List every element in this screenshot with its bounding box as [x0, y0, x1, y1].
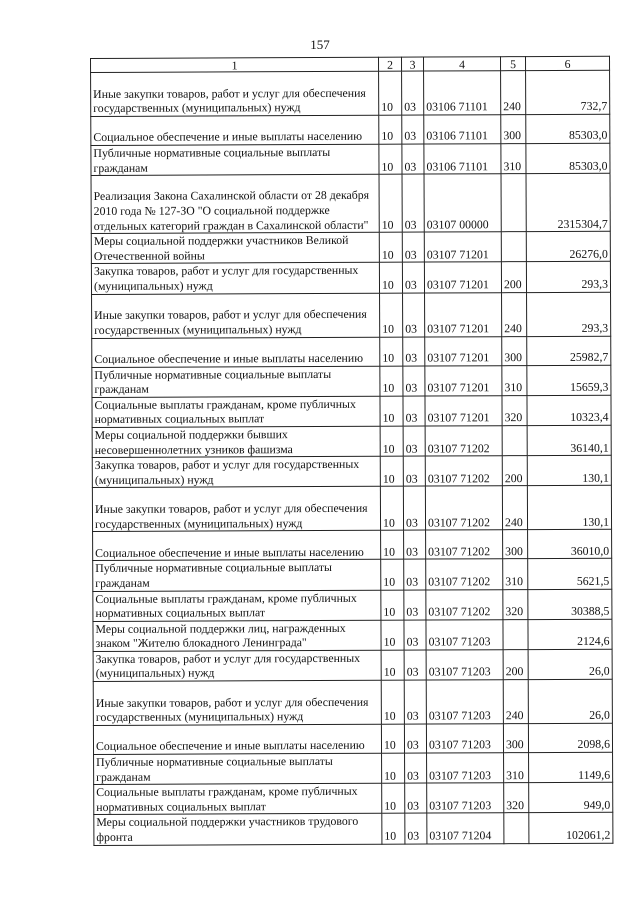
section-cell: 10: [381, 724, 404, 753]
amount-cell: 130,1: [527, 486, 611, 530]
subsection-cell: 03: [402, 262, 424, 292]
table-row: [93, 723, 612, 754]
amount-cell: 25982,7: [527, 336, 611, 365]
row-name-cell: Публичные нормативные социальные выплаты гражданам: [94, 753, 382, 784]
section-cell: 10: [382, 783, 405, 813]
subsection-cell: 03: [404, 650, 426, 680]
target-article-cell: 03107 71202: [426, 530, 503, 559]
subsection-cell: 03: [404, 590, 426, 620]
subsection-cell: 03: [405, 813, 427, 843]
subsection-cell: 03: [404, 620, 426, 650]
section-cell: 10: [379, 263, 402, 293]
row-name-cell: Социальное обеспечение и иные выплаты населению: [91, 115, 379, 145]
expense-type-cell: 200: [501, 262, 526, 292]
table-row: [93, 619, 612, 651]
target-article-cell: 03107 71203: [426, 724, 503, 753]
table-row: [92, 486, 611, 532]
expense-type-cell: 240: [503, 680, 528, 724]
table-row: [92, 395, 611, 427]
target-article-cell: 03107 71202: [426, 559, 503, 590]
section-cell: 10: [379, 232, 402, 262]
target-article-cell: 03107 71201: [424, 262, 501, 293]
row-name-cell: Иные закупки товаров, работ и услуг для обеспечения государственных (муниципальных) нужд: [91, 71, 379, 116]
row-name-cell: Иные закупки товаров, работ и услуг для обеспечения государственных (муниципальных) нужд: [92, 293, 380, 338]
target-article-cell: 03106 71101: [424, 71, 501, 115]
expense-type-cell: 240: [501, 71, 526, 115]
budget-table: [90, 56, 613, 846]
table-row: [94, 813, 613, 845]
amount-cell: 85303,0: [526, 143, 610, 174]
table-row: [92, 336, 611, 367]
subsection-cell: 03: [403, 337, 425, 366]
page-number: 157: [310, 37, 330, 52]
row-name-cell: Закупка товаров, работ и услуг для государственных (муниципальных) нужд: [92, 456, 380, 487]
section-cell: 10: [382, 753, 405, 783]
row-name-cell: Иные закупки товаров, работ и услуг для обеспечения государственных (муниципальных) нужд: [92, 487, 380, 532]
section-cell: 10: [380, 396, 403, 426]
target-article-cell: 03107 71203: [426, 619, 503, 650]
expense-type-cell: 300: [503, 530, 528, 559]
section-cell: 10: [381, 620, 404, 650]
table-row: [91, 143, 610, 175]
expense-type-cell: 310: [504, 753, 529, 783]
table-row: [92, 365, 611, 397]
row-name-cell: Социальное обеспечение и иные выплаты населению: [92, 337, 380, 367]
expense-type-cell: 320: [504, 783, 529, 813]
amount-cell: 26,0: [528, 649, 612, 680]
row-name-cell: Публичные нормативные социальные выплаты гражданам: [91, 144, 379, 175]
amount-cell: 293,3: [527, 292, 611, 336]
target-article-cell: 03107 71203: [427, 783, 504, 814]
column-header: 2: [378, 57, 401, 71]
subsection-cell: 03: [404, 680, 426, 724]
section-cell: 10: [382, 814, 405, 844]
amount-cell: 2124,6: [528, 619, 612, 650]
subsection-cell: 03: [403, 486, 425, 530]
amount-cell: 85303,0: [526, 114, 610, 143]
row-name-cell: Реализация Закона Сахалинской области от 28 декабря 2010 года № 127-ЗО "О социальной поддержке отдельных категорий граждан в Сахалинской области": [91, 174, 379, 233]
amount-cell: 2098,6: [528, 723, 612, 752]
subsection-cell: 03: [402, 174, 424, 232]
table-row: [92, 425, 611, 457]
expense-type-cell: 240: [502, 486, 527, 530]
subsection-cell: 03: [403, 366, 425, 396]
target-article-cell: 03107 71201: [425, 336, 502, 365]
row-name-cell: Меры социальной поддержки лиц, награжденных знаком "Жителю блокадного Ленинграда": [93, 620, 381, 651]
expense-type-cell: [503, 619, 528, 649]
subsection-cell: 03: [403, 456, 425, 486]
subsection-cell: 03: [403, 293, 425, 337]
column-header: 6: [525, 56, 609, 70]
amount-cell: 293,3: [526, 262, 610, 293]
target-article-cell: 03107 71202: [425, 486, 502, 530]
target-article-cell: 03107 71202: [425, 456, 502, 487]
column-header: 1: [91, 57, 379, 72]
row-name-cell: Социальное обеспечение и иные выплаты населению: [93, 724, 381, 754]
table-row: [91, 262, 610, 294]
row-name-cell: Меры социальной поддержки участников Великой Отечественной войны: [91, 232, 379, 263]
expense-type-cell: 300: [502, 336, 527, 365]
table-row: [91, 70, 610, 116]
section-cell: 10: [381, 680, 404, 724]
subsection-cell: 03: [402, 115, 424, 144]
table-row: [94, 782, 613, 814]
column-header: 4: [423, 57, 500, 71]
expense-type-cell: [501, 232, 526, 262]
column-header: 5: [500, 57, 525, 71]
expense-type-cell: 320: [502, 395, 527, 425]
section-cell: 10: [380, 366, 403, 396]
target-article-cell: 03106 71101: [424, 144, 501, 175]
subsection-cell: 03: [405, 753, 427, 783]
row-name-cell: Закупка товаров, работ и услуг для государственных (муниципальных) нужд: [93, 650, 381, 681]
target-article-cell: 03107 71203: [427, 753, 504, 784]
section-cell: 10: [380, 486, 403, 530]
section-cell: 10: [379, 174, 402, 232]
section-cell: 10: [379, 115, 402, 144]
section-cell: 10: [380, 456, 403, 486]
table-row: [93, 649, 612, 681]
subsection-cell: 03: [403, 426, 425, 456]
column-header: 3: [401, 57, 423, 71]
expense-type-cell: 310: [501, 144, 526, 174]
target-article-cell: 03107 00000: [424, 174, 501, 232]
section-cell: 10: [381, 590, 404, 620]
target-article-cell: 03107 71203: [426, 650, 503, 681]
amount-cell: 15659,3: [527, 365, 611, 396]
amount-cell: 26,0: [528, 679, 612, 723]
subsection-cell: 03: [404, 559, 426, 589]
table-row: [93, 679, 612, 725]
row-name-cell: Меры социальной поддержки участников трудового фронта: [94, 814, 382, 845]
amount-cell: 1149,6: [529, 752, 613, 783]
table-row: [92, 292, 611, 338]
row-name-cell: Социальные выплаты гражданам, кроме публичных нормативных социальных выплат: [94, 783, 382, 814]
section-cell: 10: [380, 337, 403, 366]
table-row: [94, 752, 613, 784]
target-article-cell: 03107 71202: [426, 589, 503, 620]
section-cell: 10: [380, 426, 403, 456]
target-article-cell: 03106 71101: [424, 115, 501, 144]
target-article-cell: 03107 71203: [426, 680, 503, 724]
expense-type-cell: 200: [503, 649, 528, 679]
amount-cell: 36140,1: [527, 425, 611, 456]
target-article-cell: 03107 71201: [425, 395, 502, 426]
target-article-cell: 03107 71201: [425, 365, 502, 396]
section-cell: 10: [381, 559, 404, 589]
amount-cell: 5621,5: [528, 559, 612, 590]
target-article-cell: 03107 71201: [424, 232, 501, 263]
row-name-cell: Меры социальной поддержки бывших несовершеннолетних узников фашизма: [92, 426, 380, 457]
row-name-cell: Социальное обеспечение и иные выплаты населению: [93, 531, 381, 561]
expense-type-cell: [504, 813, 529, 843]
subsection-cell: 03: [405, 783, 427, 813]
amount-cell: 10323,4: [527, 395, 611, 426]
expense-type-cell: 310: [503, 559, 528, 589]
subsection-cell: 03: [402, 232, 424, 262]
target-article-cell: 03107 71204: [427, 813, 504, 844]
expense-type-cell: 320: [503, 589, 528, 619]
subsection-cell: 03: [403, 396, 425, 426]
amount-cell: 2315304,7: [526, 173, 610, 231]
row-name-cell: Закупка товаров, работ и услуг для государственных (муниципальных) нужд: [91, 263, 379, 294]
amount-cell: 30388,5: [528, 589, 612, 620]
section-cell: 10: [381, 650, 404, 680]
expense-type-cell: 300: [503, 724, 528, 753]
section-cell: 10: [380, 293, 403, 337]
table-row: [93, 559, 612, 591]
section-cell: 10: [379, 144, 402, 174]
row-name-cell: Социальные выплаты гражданам, кроме публичных нормативных социальных выплат: [92, 396, 380, 427]
subsection-cell: 03: [402, 71, 424, 115]
amount-cell: 130,1: [527, 455, 611, 486]
row-name-cell: Публичные нормативные социальные выплаты гражданам: [92, 366, 380, 397]
amount-cell: 36010,0: [528, 530, 612, 559]
expense-type-cell: 200: [502, 456, 527, 486]
table-row: [93, 530, 612, 561]
target-article-cell: 03107 71201: [425, 292, 502, 336]
row-name-cell: Иные закупки товаров, работ и услуг для обеспечения государственных (муниципальных) нужд: [93, 680, 381, 725]
table-row: [92, 455, 611, 487]
expense-type-cell: [501, 174, 526, 232]
subsection-cell: 03: [402, 144, 424, 174]
target-article-cell: 03107 71202: [425, 426, 502, 457]
row-name-cell: Социальные выплаты гражданам, кроме публичных нормативных социальных выплат: [93, 590, 381, 621]
amount-cell: 732,7: [526, 70, 610, 114]
row-name-cell: Публичные нормативные социальные выплаты гражданам: [93, 560, 381, 591]
table-row: [93, 589, 612, 621]
section-cell: 10: [381, 530, 404, 559]
subsection-cell: 03: [404, 724, 426, 753]
table-row: [91, 231, 610, 263]
amount-cell: 26276,0: [526, 231, 610, 262]
table-row: [91, 114, 610, 145]
subsection-cell: 03: [404, 530, 426, 559]
expense-type-cell: [502, 426, 527, 456]
amount-cell: 102061,2: [529, 813, 613, 844]
expense-type-cell: 300: [501, 115, 526, 144]
expense-type-cell: 310: [502, 365, 527, 395]
table-row: [91, 173, 610, 233]
section-cell: 10: [379, 71, 402, 115]
amount-cell: 949,0: [529, 782, 613, 813]
expense-type-cell: 240: [502, 292, 527, 336]
